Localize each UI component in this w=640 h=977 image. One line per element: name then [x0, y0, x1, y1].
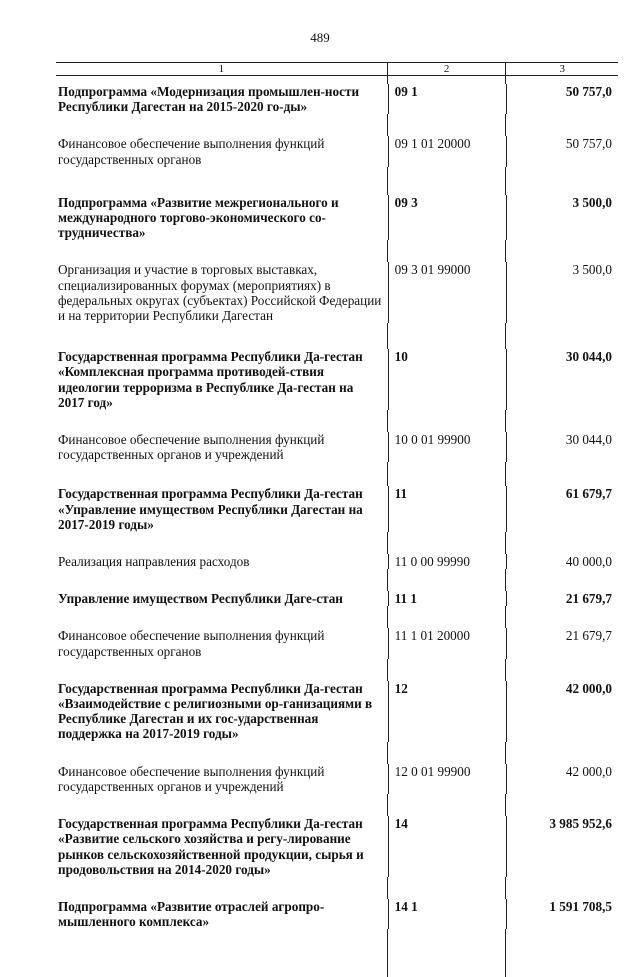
table-row [56, 486, 618, 532]
row-spacer [56, 76, 618, 84]
row-sum: 30 044,0 [506, 349, 618, 410]
spacer-cell [56, 742, 387, 764]
row-name: Финансовое обеспечение выполнения функций государственных органов [58, 628, 325, 659]
row-spacer [56, 240, 618, 262]
row-sum: 50 757,0 [506, 84, 618, 114]
spacer-cell [56, 569, 387, 591]
row-name: Государственная программа Республики Да-гестан «Развитие сельского хозяйства и регу-лирование рынков сельскохозяйственной продукции, сырья и продовольствия на 2014-2020 годы» [58, 816, 364, 877]
row-sum: 50 757,0 [506, 136, 618, 166]
row-code: 11 [388, 486, 506, 532]
row-spacer [56, 569, 618, 591]
spacer-cell [56, 76, 387, 84]
row-name: Финансовое обеспечение выполнения функций государственных органов [58, 136, 325, 167]
table-row [56, 84, 618, 114]
row-spacer [56, 929, 618, 977]
spacer-cell [56, 114, 387, 136]
spacer-cell [505, 794, 618, 816]
spacer-cell [56, 410, 387, 432]
row-code: 11 1 [388, 591, 506, 606]
spacer-cell [387, 742, 506, 764]
spacer-cell [56, 240, 387, 262]
row-spacer [56, 410, 618, 432]
spacer-cell [387, 167, 506, 195]
row-sum: 21 679,7 [506, 628, 618, 658]
row-spacer [56, 877, 618, 899]
row-name: Государственная программа Республики Да-гестан «Комплексная программа противодей-ствия идеологии терроризма в Республике Да-гестан на 2017 год» [58, 349, 363, 410]
column-header-3: 3 [505, 63, 618, 75]
spacer-cell [505, 167, 618, 195]
row-name: Подпрограмма «Развитие отраслей агропро-мышленного комплекса» [58, 898, 325, 930]
row-spacer [56, 114, 618, 136]
spacer-cell [505, 877, 618, 899]
spacer-cell [56, 659, 387, 681]
spacer-cell [387, 659, 506, 681]
row-code: 12 [388, 681, 506, 742]
row-sum: 3 500,0 [506, 262, 618, 323]
spacer-cell [505, 323, 618, 349]
table-row [56, 764, 618, 794]
row-code: 14 1 [388, 899, 506, 929]
spacer-cell [56, 323, 387, 349]
row-name: Финансовое обеспечение выполнения функций государственных органов и учреждений [58, 432, 325, 463]
table-row [56, 899, 618, 929]
table-row [56, 349, 618, 410]
spacer-cell [387, 240, 506, 262]
table-row [56, 432, 618, 462]
spacer-cell [387, 569, 506, 591]
spacer-cell [387, 606, 506, 628]
row-spacer [56, 742, 618, 764]
spacer-cell [387, 929, 506, 977]
column-header-1: 1 [218, 63, 225, 75]
spacer-cell [56, 606, 387, 628]
row-sum: 3 985 952,6 [506, 816, 618, 877]
row-code: 09 3 01 99000 [388, 262, 506, 323]
row-code: 12 0 01 99900 [388, 764, 506, 794]
row-sum: 42 000,0 [506, 764, 618, 794]
budget-table [56, 62, 618, 977]
row-spacer [56, 462, 618, 486]
row-code: 11 0 00 99990 [388, 554, 506, 569]
row-sum: 21 679,7 [506, 591, 618, 606]
spacer-cell [387, 794, 506, 816]
spacer-cell [56, 532, 387, 554]
table-row [56, 195, 618, 241]
row-sum: 40 000,0 [506, 554, 618, 569]
spacer-cell [387, 462, 506, 486]
row-name: Финансовое обеспечение выполнения функций государственных органов и учреждений [58, 763, 325, 794]
row-sum: 3 500,0 [506, 195, 618, 241]
row-spacer [56, 532, 618, 554]
row-sum: 1 591 708,5 [506, 899, 618, 929]
spacer-cell [387, 114, 506, 136]
table-row [56, 554, 618, 569]
row-spacer [56, 167, 618, 195]
row-sum: 42 000,0 [506, 681, 618, 742]
spacer-cell [56, 929, 387, 977]
column-header-2: 2 [387, 63, 506, 75]
spacer-cell [387, 410, 506, 432]
table-row [56, 136, 618, 166]
spacer-cell [56, 462, 387, 486]
row-name: Организация и участие в торговых выставках, специализированных форумах (мероприятиях) в федеральных округах (субъектах) Российской Федерации и на территории Республики Дагестан [58, 262, 382, 324]
row-code: 09 1 01 20000 [388, 136, 506, 166]
row-spacer [56, 323, 618, 349]
row-code: 10 0 01 99900 [388, 432, 506, 462]
row-name: Подпрограмма «Развитие межрегионального и международного торгово-экономического со-трудничества» [58, 194, 339, 241]
spacer-cell [505, 240, 618, 262]
spacer-cell [505, 929, 618, 977]
row-sum: 30 044,0 [506, 432, 618, 462]
spacer-cell [505, 76, 618, 84]
row-code: 10 [388, 349, 506, 410]
spacer-cell [387, 877, 506, 899]
column-header-row [56, 63, 618, 76]
row-spacer [56, 606, 618, 628]
row-code: 14 [388, 816, 506, 877]
row-name: Подпрограмма «Модернизация промышлен-ности Республики Дагестан на 2015-2020 го-ды» [58, 84, 360, 115]
table-row [56, 681, 618, 742]
table-row [56, 628, 618, 658]
table-row [56, 816, 618, 877]
row-code: 11 1 01 20000 [388, 628, 506, 658]
spacer-cell [56, 877, 387, 899]
row-sum: 61 679,7 [506, 486, 618, 532]
row-name: Государственная программа Республики Да-гестан «Взаимодействие с религиозными ор-ганизациями в Республике Дагестан и их гос-ударственная поддержка на 2017-2019 годы» [58, 680, 373, 742]
table-row [56, 262, 618, 323]
row-name: Управление имуществом Республики Даге-стан [58, 591, 343, 607]
page-number: 489 [310, 30, 330, 45]
spacer-cell [505, 114, 618, 136]
spacer-cell [505, 569, 618, 591]
spacer-cell [505, 742, 618, 764]
row-code: 09 3 [388, 195, 506, 241]
spacer-cell [387, 532, 506, 554]
spacer-cell [505, 462, 618, 486]
spacer-cell [387, 76, 506, 84]
spacer-cell [505, 410, 618, 432]
spacer-cell [56, 794, 387, 816]
row-name: Реализация направления расходов [58, 554, 250, 570]
row-name: Государственная программа Республики Да-гестан «Управление имуществом Республики Дагестан на 2017-2019 годы» [58, 486, 363, 532]
spacer-cell [505, 532, 618, 554]
spacer-cell [387, 323, 506, 349]
table-body [56, 76, 618, 977]
row-code: 09 1 [388, 84, 506, 114]
spacer-cell [505, 659, 618, 681]
row-spacer [56, 794, 618, 816]
spacer-cell [505, 606, 618, 628]
table-row [56, 591, 618, 606]
row-spacer [56, 659, 618, 681]
spacer-cell [56, 167, 387, 195]
